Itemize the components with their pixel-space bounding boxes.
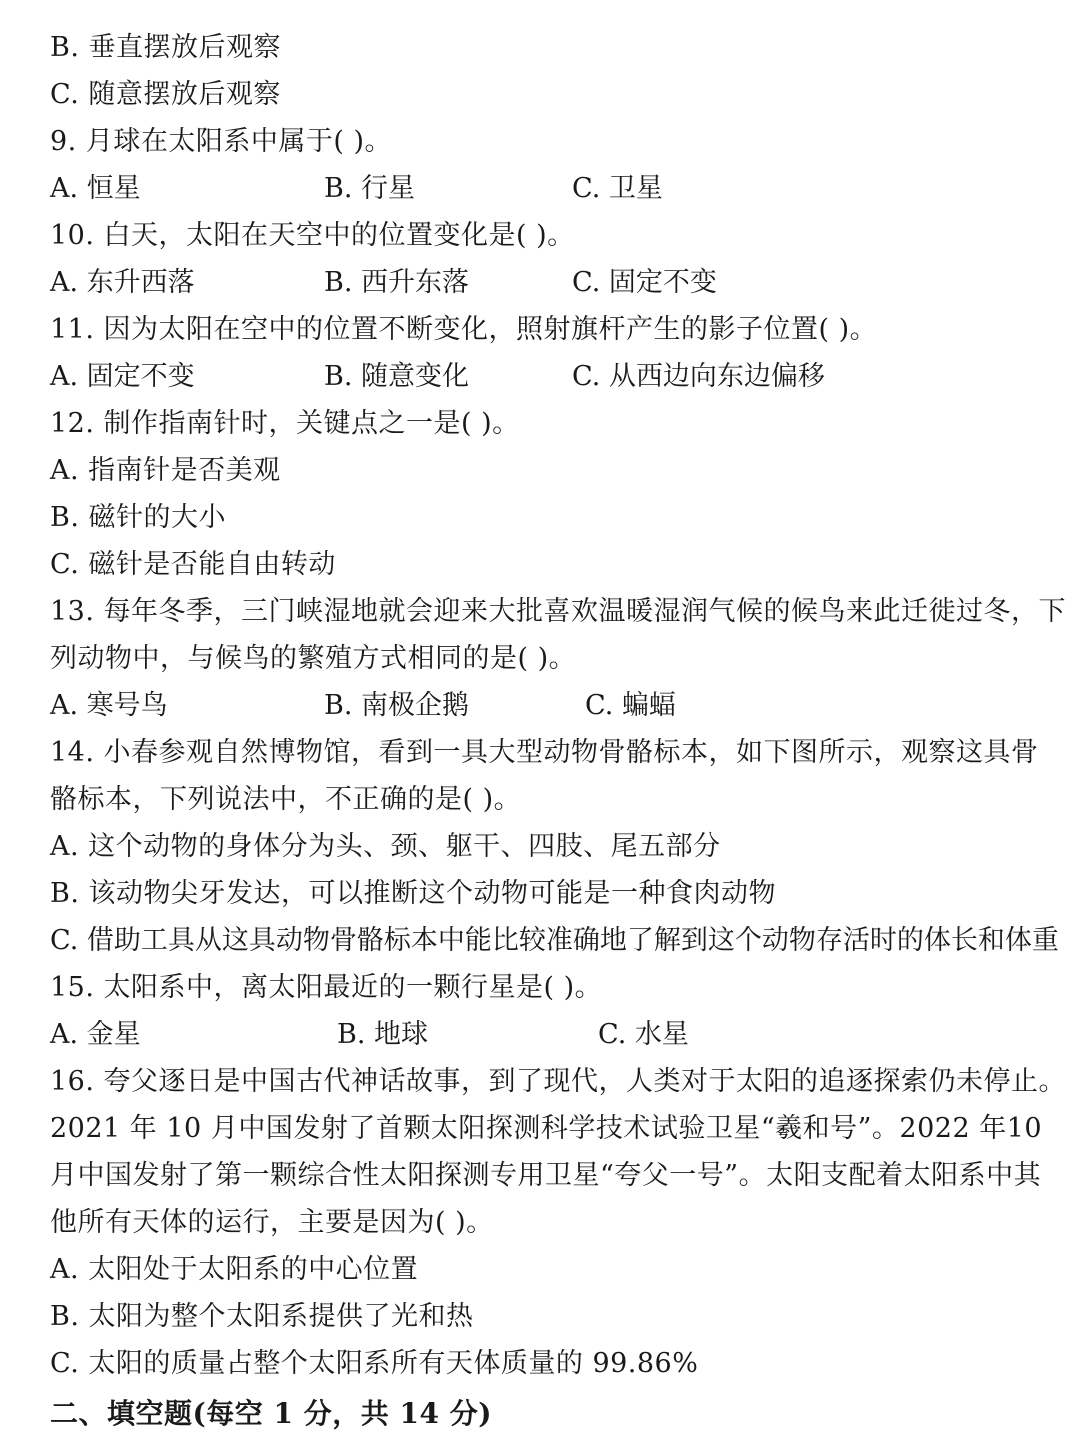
question-13-line-2: 列动物中，与候鸟的繁殖方式相同的是( )。 bbox=[50, 643, 577, 674]
question-14-line-2: 骼标本，下列说法中，不正确的是( )。 bbox=[50, 784, 522, 815]
q14-option-a: A. 这个动物的身体分为头、颈、躯干、四肢、尾五部分 bbox=[50, 831, 721, 862]
q16-option-a: A. 太阳处于太阳系的中心位置 bbox=[50, 1254, 419, 1285]
q10-option-b: B. 西升东落 bbox=[324, 267, 470, 298]
question-13-line-1: 13. 每年冬季，三门峡湿地就会迎来大批喜欢温暖湿润气候的候鸟来此迁徙过冬，下 bbox=[50, 596, 1067, 627]
question-9: 9. 月球在太阳系中属于( )。 bbox=[50, 126, 392, 157]
q12-option-c: C. 磁针是否能自由转动 bbox=[50, 549, 336, 580]
q10-options bbox=[50, 266, 1030, 300]
q14-option-b: B. 该动物尖牙发达，可以推断这个动物可能是一种食肉动物 bbox=[50, 878, 777, 909]
question-12: 12. 制作指南针时，关键点之一是( )。 bbox=[50, 408, 520, 439]
q9-option-a: A. 恒星 bbox=[50, 173, 141, 204]
q13-options bbox=[50, 689, 1030, 723]
q16-option-c: C. 太阳的质量占整个太阳系所有天体质量的 99.86% bbox=[50, 1348, 699, 1379]
q13-option-b: B. 南极企鹅 bbox=[324, 690, 470, 721]
question-11: 11. 因为太阳在空中的位置不断变化，照射旗杆产生的影子位置( )。 bbox=[50, 314, 878, 345]
q9-options bbox=[50, 172, 1030, 206]
question-16-line-1: 16. 夸父逐日是中国古代神话故事，到了现代，人类对于太阳的追逐探索仍未停止。 bbox=[50, 1066, 1067, 1097]
q8-option-c: C. 随意摆放后观察 bbox=[50, 79, 281, 110]
q11-option-c: C. 从西边向东边偏移 bbox=[572, 361, 825, 392]
q14-option-c: C. 借助工具从这具动物骨骼标本中能比较准确地了解到这个动物存活时的体长和体重 bbox=[50, 925, 1059, 956]
q9-option-c: C. 卫星 bbox=[572, 173, 663, 204]
q10-option-c: C. 固定不变 bbox=[572, 267, 717, 298]
question-10: 10. 白天，太阳在天空中的位置变化是( )。 bbox=[50, 220, 575, 251]
q11-options bbox=[50, 360, 1030, 394]
question-16-line-4: 他所有天体的运行，主要是因为( )。 bbox=[50, 1207, 494, 1238]
question-14-line-1: 14. 小春参观自然博物馆，看到一具大型动物骨骼标本，如下图所示，观察这具骨 bbox=[50, 737, 1039, 768]
question-16-line-3: 月中国发射了第一颗综合性太阳探测专用卫星“夸父一号”。太阳支配着太阳系中其 bbox=[50, 1160, 1042, 1191]
q12-option-a: A. 指南针是否美观 bbox=[50, 455, 281, 486]
q15-option-b: B. 地球 bbox=[337, 1019, 429, 1050]
q8-option-b: B. 垂直摆放后观察 bbox=[50, 32, 282, 63]
question-15: 15. 太阳系中，离太阳最近的一颗行星是( )。 bbox=[50, 972, 603, 1003]
q15-option-a: A. 金星 bbox=[50, 1019, 141, 1050]
q13-option-c: C. 蝙蝠 bbox=[585, 690, 676, 721]
q12-option-b: B. 磁针的大小 bbox=[50, 502, 227, 533]
q16-option-b: B. 太阳为整个太阳系提供了光和热 bbox=[50, 1301, 474, 1332]
q11-option-a: A. 固定不变 bbox=[50, 361, 195, 392]
q15-options bbox=[50, 1018, 1030, 1052]
q11-option-b: B. 随意变化 bbox=[324, 361, 470, 392]
q13-option-a: A. 寒号鸟 bbox=[50, 690, 168, 721]
question-16-line-2: 2021 年 10 月中国发射了首颗太阳探测科学技术试验卫星“羲和号”。2022 年10 bbox=[50, 1113, 1043, 1144]
q10-option-a: A. 东升西落 bbox=[50, 267, 195, 298]
section-heading-fill-in: 二、填空题(每空 1 分，共 14 分) bbox=[50, 1397, 492, 1430]
q15-option-c: C. 水星 bbox=[598, 1019, 689, 1050]
q9-option-b: B. 行星 bbox=[324, 173, 416, 204]
